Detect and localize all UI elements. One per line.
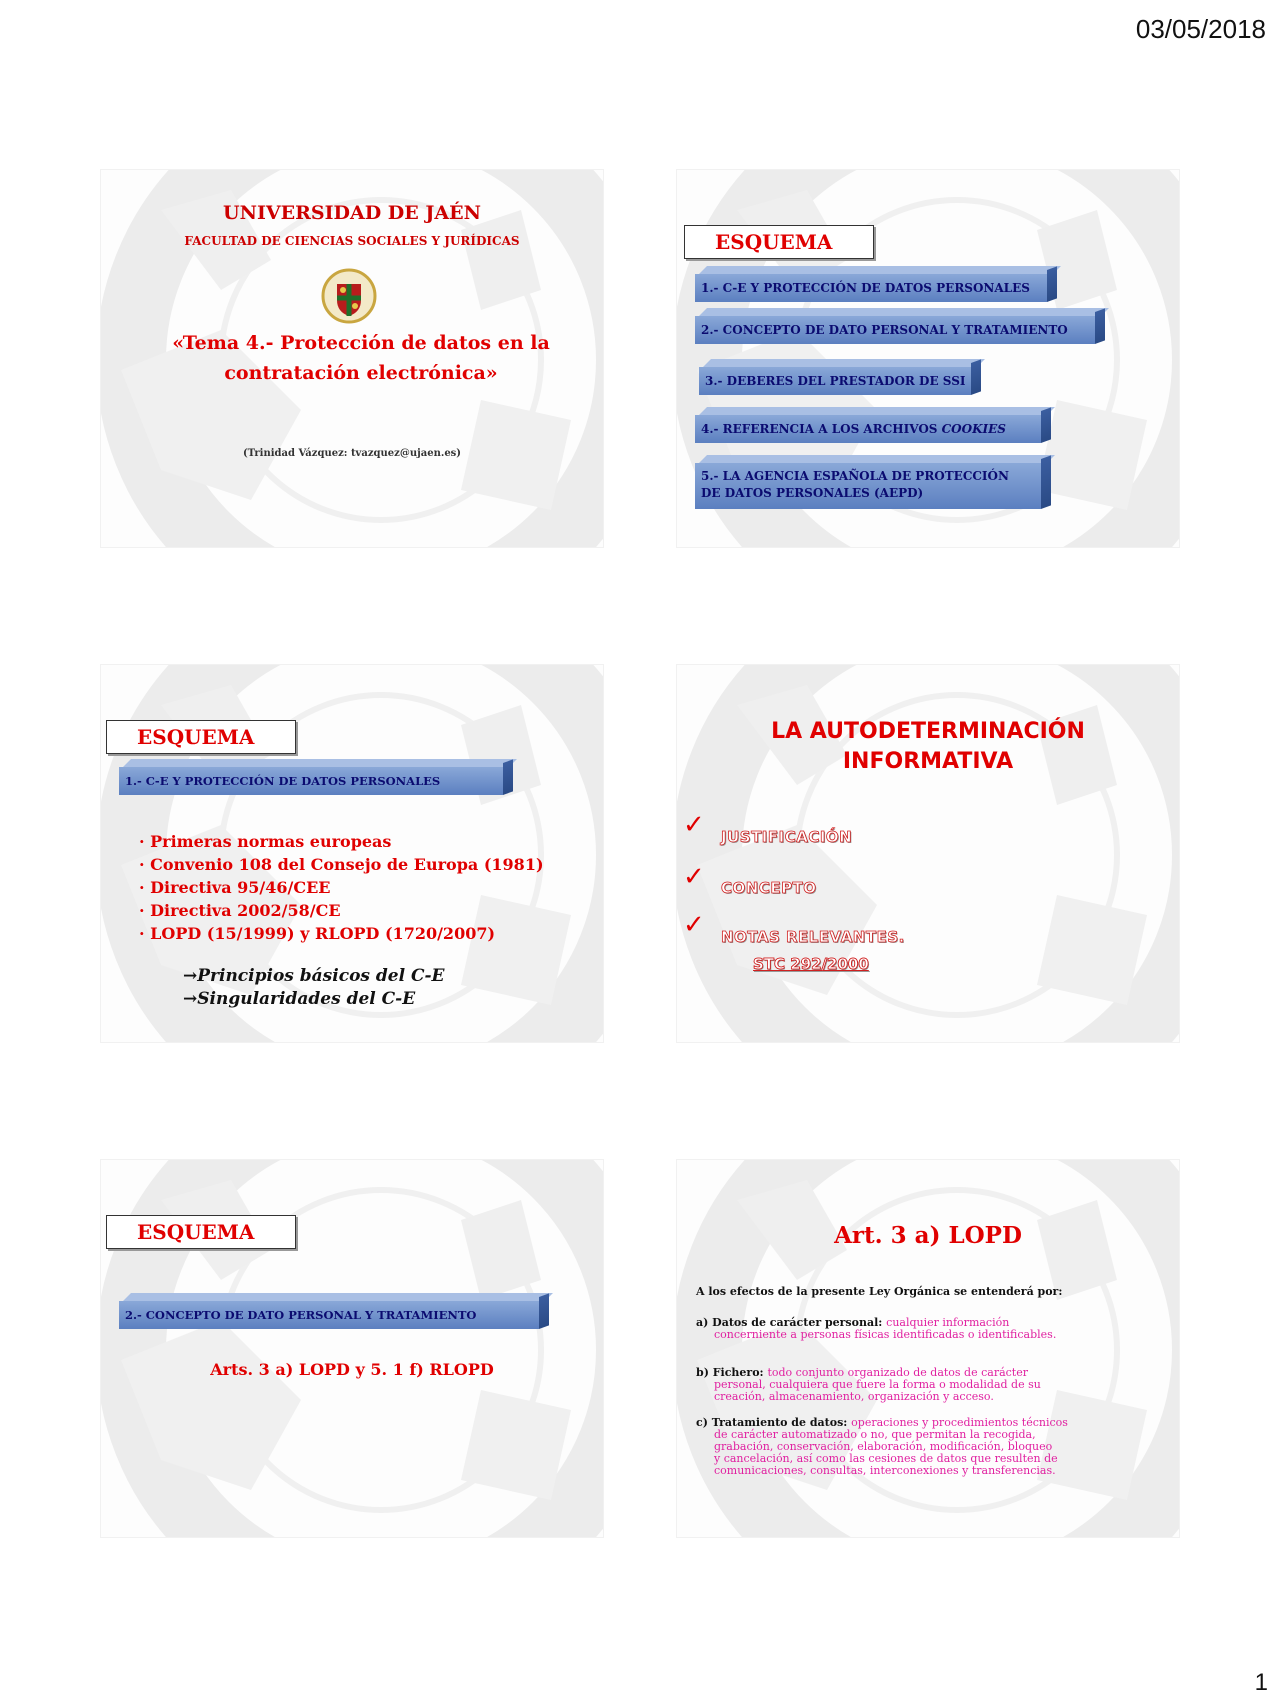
heading-line-2: INFORMATIVA [842, 749, 1014, 774]
outline-item-line-2: DE DATOS PERSONALES (AEPD) [701, 486, 924, 500]
outline-item [695, 415, 1041, 443]
definition-text: personal, cualquiera que fuere la forma o modalidad de su [714, 1378, 1041, 1391]
university-seal-icon [321, 268, 377, 324]
bullet-item: · LOPD (15/1999) y RLOPD (1720/2007) [139, 924, 496, 943]
topic-item: JUSTIFICACIÓN [721, 828, 853, 846]
slide-title [101, 170, 603, 547]
slide-art3 [677, 1160, 1179, 1537]
university-watermark [677, 1160, 1179, 1537]
stc-link[interactable]: STC 292/2000 [753, 955, 869, 973]
section-heading: ESQUEMA [684, 225, 874, 259]
title-line-2: contratación electrónica» [224, 362, 498, 384]
page-number: 1 [1254, 1669, 1268, 1696]
title-line-1: «Tema 4.- Protección de datos en la [172, 332, 550, 354]
slide-autodeterminacion [677, 665, 1179, 1042]
checkmark-icon: ✓ [683, 910, 705, 940]
bullet-item: · Convenio 108 del Consejo de Europa (1981) [139, 855, 544, 874]
definition-text: operaciones y procedimientos técnicos [851, 1416, 1068, 1429]
definition-intro: A los efectos de la presente Ley Orgánica se entenderá por: [696, 1285, 1063, 1298]
definition-text: comunicaciones, consultas, interconexiones y transferencias. [714, 1464, 1056, 1477]
topic-item: NOTAS RELEVANTES. [721, 928, 905, 946]
definition-text: y cancelación, así como las cesiones de datos que resulten de [714, 1452, 1058, 1465]
bullet-item: · Primeras normas europeas [139, 832, 392, 851]
outline-item: 1.- C-E Y PROTECCIÓN DE DATOS PERSONALES [695, 274, 1047, 302]
definition-b [696, 1367, 1161, 1403]
outline-item-line-1: 5.- LA AGENCIA ESPAÑOLA DE PROTECCIÓN [701, 469, 1009, 483]
checkmark-icon: ✓ [683, 862, 705, 892]
section-heading: ESQUEMA [106, 1215, 296, 1249]
definition-term: c) Tratamiento de datos: [696, 1416, 852, 1429]
definition-text: de carácter automatizado o no, que permitan la recogida, [714, 1428, 1036, 1441]
outline-item-italic: COOKIES [941, 422, 1006, 436]
outline-item [695, 463, 1041, 509]
definition-term: b) Fichero: [696, 1366, 768, 1379]
slide-section-1 [101, 665, 603, 1042]
author-credit: (Trinidad Vázquez: tvazquez@ujaen.es) [242, 448, 462, 459]
articles-reference: Arts. 3 a) LOPD y 5. 1 f) RLOPD [210, 1360, 494, 1379]
definition-text: creación, almacenamiento, organización y acceso. [714, 1390, 994, 1403]
university-name: UNIVERSIDAD DE JAÉN [223, 202, 481, 224]
heading-line-1: LA AUTODETERMINACIÓN [771, 719, 1085, 744]
definition-c [696, 1417, 1161, 1477]
topic-item: CONCEPTO [721, 879, 817, 897]
slide-title-text [141, 328, 581, 388]
definition-a [696, 1317, 1161, 1341]
slide-section-2 [101, 1160, 603, 1537]
outline-item-text: 4.- REFERENCIA A LOS ARCHIVOS [701, 422, 942, 436]
arrow-item: →Singularidades del C-E [183, 989, 416, 1009]
document-date: 03/05/2018 [1135, 14, 1266, 44]
section-bar: 1.- C-E Y PROTECCIÓN DE DATOS PERSONALES [119, 767, 503, 795]
slide-heading: Art. 3 a) LOPD [834, 1222, 1022, 1249]
definition-term: a) Datos de carácter personal: [696, 1316, 887, 1329]
slide-outline [677, 170, 1179, 547]
definition-text: concerniente a personas físicas identificadas o identificables. [714, 1328, 1057, 1341]
section-heading: ESQUEMA [106, 720, 296, 754]
bullet-list [139, 830, 544, 945]
definition-text: todo conjunto organizado de datos de carácter [767, 1366, 1028, 1379]
definition-text: cualquier información [886, 1316, 1010, 1329]
arrow-item: →Principios básicos del C-E [183, 966, 445, 986]
faculty-name: FACULTAD DE CIENCIAS SOCIALES Y JURÍDICAS [184, 234, 520, 248]
slide-heading [677, 717, 1179, 777]
bullet-item: · Directiva 2002/58/CE [139, 901, 341, 920]
outline-item: 2.- CONCEPTO DE DATO PERSONAL Y TRATAMIENTO [695, 316, 1095, 344]
definition-text: grabación, conservación, elaboración, modificación, bloqueo [714, 1440, 1053, 1453]
outline-item: 3.- DEBERES DEL PRESTADOR DE SSI [699, 367, 971, 395]
section-bar: 2.- CONCEPTO DE DATO PERSONAL Y TRATAMIENTO [119, 1301, 539, 1329]
checkmark-icon: ✓ [683, 810, 705, 840]
arrow-list [183, 965, 445, 1011]
bullet-item: · Directiva 95/46/CEE [139, 878, 331, 897]
